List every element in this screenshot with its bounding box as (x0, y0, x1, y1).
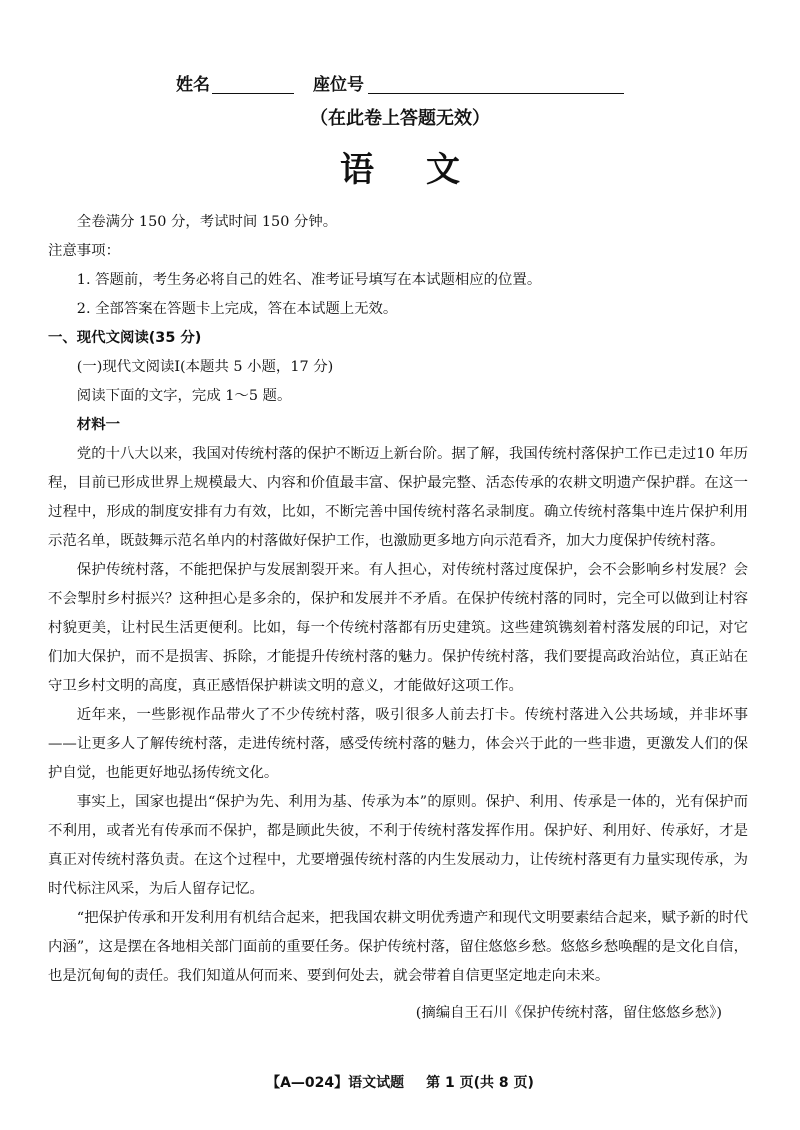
passage-paragraph: “把保护传承和开发利用有机结合起来，把我国农耕文明优秀遗产和现代文明要素结合起来，赋予新的时代内涵”，这是摆在各地相关部门面前的重要任务。保护传统村落，留住悠悠乡愁。悠悠乡愁唤醒的是文化自信，也是沉甸甸的责任。我们知道从何而来、要到何处去，就会带着自信更坚定地走向未来。 (48, 910, 748, 984)
name-blank (212, 93, 294, 94)
notice-item: 1. 答题前，考生务必将自己的姓名、准考证号填写在本试题相应的位置。 (76, 272, 542, 288)
score-time-line: 全卷满分 150 分，考试时间 150 分钟。 (76, 214, 338, 230)
passage-paragraph: 保护传统村落，不能把保护与发展割裂开来。有人担心，对传统村落过度保护，会不会影响乡村发展？会不会掣肘乡村振兴？这种担心是多余的，保护和发展并不矛盾。在保护传统村落的同时，完全可以做到让村容村貌更美，让村民生活更便利。比如，每一个传统村落都有历史建筑。这些建筑镌刻着村落发展的印记，对它们加大保护，而不是损害、拆除，才能提升传统村落的魅力。保护传统村落，我们要提高政治站位，真正站在守卫乡村文明的高度，真正感悟保护耕读文明的意义，才能做好这项工作。 (48, 562, 748, 694)
page-number: 第 1 页(共 8 页) (426, 1075, 534, 1091)
notice-title: 注意事项： (48, 243, 120, 259)
name-label: 姓名 (176, 75, 210, 95)
notice-item: 2. 全部答案在答题卡上完成，答在本试题上无效。 (76, 301, 398, 317)
exam-code: 【A—024】语文试题 (266, 1075, 405, 1091)
material-label: 材料一 (76, 417, 120, 433)
section-subtitle: (一)现代文阅读Ⅰ(本题共 5 小题，17 分) (76, 359, 334, 375)
exam-body (48, 208, 748, 1028)
seat-blank (368, 93, 624, 94)
passage-paragraph: 事实上，国家也提出“保护为先、利用为基、传承为本”的原则。保护、利用、传承是一体的，光有保护而不利用，或者光有传承而不保护，都是顾此失彼，不利于传统村落发挥作用。保护好、利用好、传承好，才是真正对传统村落负责。在这个过程中，尤要增强传统村落的内生发展动力，让传统村落更有力量实现传承，为时代标注风采，为后人留存记忆。 (48, 794, 748, 897)
passage-source: (摘编自王石川《保护传统村落，留住悠悠乡愁》) (415, 1005, 722, 1021)
reading-instruction: 阅读下面的文字，完成 1～5 题。 (76, 388, 292, 404)
passage-paragraph: 近年来，一些影视作品带火了不少传统村落，吸引很多人前去打卡。传统村落进入公共场域，并非坏事——让更多人了解传统村落，走进传统村落，感受传统村落的魅力，体会兴于此的一些非遗，更激发人们的保护自觉，也能更好地弘扬传统文化。 (48, 707, 748, 781)
page-title: 语文 (340, 150, 512, 190)
invalid-answer-note: （在此卷上答题无效） (310, 108, 490, 129)
section-title: 一、现代文阅读(35 分) (48, 330, 202, 346)
seat-label: 座位号 (313, 75, 364, 95)
page-footer (0, 1072, 800, 1094)
passage-paragraph: 党的十八大以来，我国对传统村落的保护不断迈上新台阶。据了解，我国传统村落保护工作已走过10 年历程，目前已形成世界上规模最大、内容和价值最丰富、保护最完整、活态传承的农耕文明遗产保护群。在这一过程中，形成的制度安排有力有效，比如，不断完善中国传统村落名录制度。确立传统村落集中连片保护利用示范名单，既鼓舞示范名单内的村落做好保护工作，也激励更多地方向示范看齐，加大力度保护传统村落。 (48, 446, 748, 549)
